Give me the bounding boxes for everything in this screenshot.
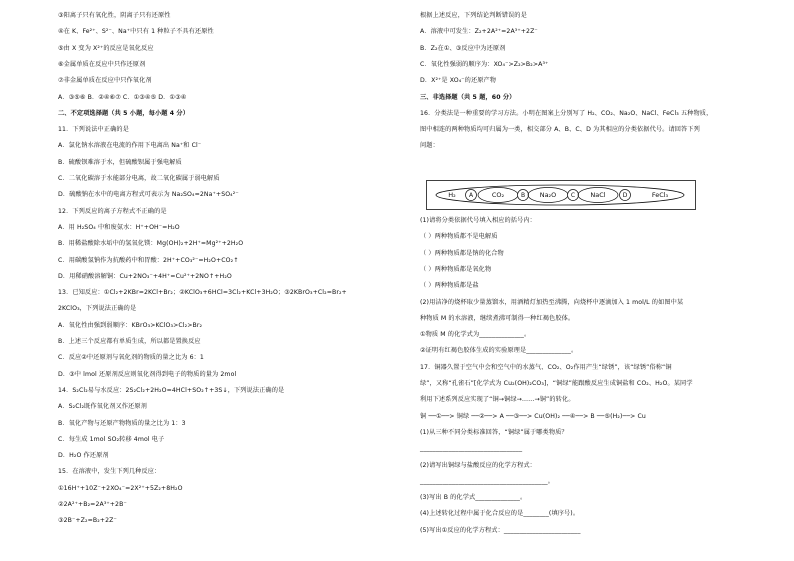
right-column-bottom-line: （ ）两种物质都是钠的化合物	[420, 249, 504, 257]
right-column-bottom-line: ①物质 M 的化学式为______________。	[420, 331, 531, 339]
right-column-top-line: A．溶液中可发生：Z₂+2A²⁺=2A³⁺+2Z⁻	[420, 28, 538, 36]
left-column-line: A．S₂Cl₂既作氧化剂又作还原剂	[58, 403, 147, 411]
classification-diagram	[426, 180, 696, 210]
left-column-line: D．硫酸钠在水中的电离方程式可表示为 Na₂SO₄=2Na⁺+SO₄²⁻	[58, 191, 239, 199]
right-column-top-line: 三、非选择题（共 5 题，60 分）	[420, 93, 516, 101]
left-column-line: B．硫酸钡难溶于水，但硫酸钡属于强电解质	[58, 158, 182, 166]
left-column-line: C．反应②中还原剂与氧化剂的物质的量之比为 6：1	[58, 354, 204, 362]
right-column-bottom-line: ________________________________________。	[420, 477, 555, 485]
left-column-line: C．二氧化碳溶于水能部分电离，故二氧化碳属于弱电解质	[58, 175, 220, 182]
left-column-line: ⑤由 X 变为 X²⁺的反应是氧化反应	[58, 44, 154, 52]
right-column-top-line: D．X²⁺是 XO₄⁻的还原产物	[420, 77, 497, 85]
right-column-top-line: 根据上述反应，下列结论判断错误的是	[420, 12, 527, 19]
left-column-line: ③阳离子只有氧化性，阴离子只有还原性	[58, 12, 171, 19]
left-column-line: 15．在溶液中，发生下列几种反应：	[58, 468, 161, 476]
left-column-line: ⑦非金属单质在反应中只作氧化剂	[58, 77, 152, 85]
right-column-top-line: 16．分类法是一种重要的学习方法。小明在图案上分别写了 H₂、CO₂、Na₂O、NaCl、FeCl₃ 五种物质，	[420, 109, 713, 117]
diagram-label: C	[570, 192, 576, 200]
right-column-bottom-line: （ ）两种物质都不是电解质	[420, 233, 498, 241]
left-column-line: C．每生成 1mol SO₂转移 4mol 电子	[58, 435, 165, 443]
right-column-bottom-line: (4)上述转化过程中属于化合反应的是________(填序号)。	[420, 510, 580, 518]
left-column-line: D．③中 lmol 还原剂反应则氧化剂得到电子的物质的量为 2mol	[58, 370, 237, 378]
left-column-line: A．③⑤⑥ B．②④⑥⑦ C．①③④⑤ D．①③④	[58, 93, 187, 101]
right-column-bottom-line: (3)写出 B 的化学式______________。	[420, 494, 527, 502]
left-column-line: ⑥金属单质在反应中只作还原剂	[58, 60, 146, 68]
left-column-line: 11．下列说法中正确的是	[58, 126, 129, 134]
right-column-bottom-line: 利用下述系列反应实现了“铜→铜绿→……→铜”的转化。	[420, 396, 575, 404]
left-column-line: ④在 K、Fe²⁺、S²⁻、Na⁺中只有 1 种粒子不具有还原性	[58, 28, 214, 36]
right-column-bottom-line: (2)请写出铜绿与盐酸反应的化学方程式：	[420, 461, 536, 469]
right-column-bottom-line: 铜 ──①──> 铜绿 ──②──> A ──③──> Cu(OH)₂ ──④──> B ──⑤(H₂)──> Cu	[420, 412, 646, 420]
diagram-label: A	[468, 192, 474, 200]
right-column-bottom-line: 种物质 M 的水溶液，继续煮沸可制得一种红褐色胶体。	[420, 314, 575, 322]
left-column-line: 13．已知反应：①Cl₂+2KBr=2KCl+Br₂；②KClO₃+6HCl=3Cl₂+KCl+3H₂O；③2KBrO₃+Cl₂=Br₂+	[58, 289, 347, 297]
diagram-substance: H₂	[448, 191, 456, 200]
diagram-substance: FeCl₃	[651, 191, 669, 200]
right-column-bottom-line: (1)从三种不同分类标准回答，“铜绿”属于哪类物质？	[420, 428, 568, 436]
left-column-line: D．H₂O 作还原剂	[58, 452, 109, 460]
diagram-substance: Na₂O	[539, 191, 557, 200]
left-column-line: A．氧化性由强到弱顺序：KBrO₃>KClO₃>Cl₂>Br₂	[58, 321, 203, 329]
left-column-line: B．上述三个反应都有单质生成，所以都是置换反应	[58, 338, 201, 345]
left-column-line: B．氧化产物与还原产物物质的量之比为 1：3	[58, 419, 186, 427]
left-column-line: D．用稀硝酸溶解铜：Cu+2NO₃⁻+4H⁺=Cu²⁺+2NO↑+H₂O	[58, 272, 232, 280]
left-column-line: ③2B⁻+Z₂=B₂+2Z⁻	[58, 517, 117, 525]
left-column-line: 12．下列反应的离子方程式不正确的是	[58, 207, 167, 215]
right-column-bottom-line: ②证明有红褐色胶体生成的实验原理是______________。	[420, 347, 578, 355]
right-column-bottom-line: （ ）两种物质都是氧化物	[420, 265, 492, 273]
right-column-bottom-line: (2)用洁净的烧杯取少量蒸馏水，用酒精灯加热至沸腾，向烧杯中逐滴加入 1 mol/L 的如图中某	[420, 298, 684, 306]
right-column-top-line: B．Z₂在①、③反应中为还原剂	[420, 44, 506, 52]
diagram-substance: CO₂	[491, 191, 505, 200]
right-column-bottom-line: （ ）两种物质都是盐	[420, 282, 479, 290]
left-column-line: ②2A²⁺+B₂=2A³⁺+2B⁻	[58, 501, 127, 508]
left-column-line: A．氯化钠水溶液在电流的作用下电离出 Na⁺和 Cl⁻	[58, 142, 202, 150]
left-column-line: 14．S₂Cl₂易与水反应：2S₂Cl₂+2H₂O=4HCl+SO₂↑+3S↓，下列说法正确的是	[58, 386, 285, 394]
left-column-line: 2KClO₃，下列说法正确的是	[58, 305, 137, 313]
right-column-top-line: C．氧化性强弱的顺序为：XO₄⁻>Z₂>B₂>A³⁺	[420, 60, 549, 68]
left-column-line: 二、不定项选择题（共 5 小题，每小题 4 分）	[58, 109, 190, 117]
diagram-substance: NaCl	[590, 191, 606, 200]
left-column-line: C．用碳酸氢钠作为抗酸药中和胃酸：2H⁺+CO₃²⁻=H₂O+CO₂↑	[58, 256, 239, 264]
right-column-bottom-line: 17．铜器久置于空气中会和空气中的水蒸气、CO₂、O₂作用产生“绿锈”，该“绿锈”俗称“铜	[420, 363, 672, 371]
right-column-bottom-line: 绿”，又称“孔雀石”[化学式为 Cu₂(OH)₂CO₃]，“铜绿”能跟酸反应生成铜盐和 CO₂、H₂O。某同学	[420, 380, 693, 387]
right-column-top-line: 问题：	[420, 142, 439, 150]
diagram-label: D	[622, 192, 628, 200]
right-column-top-line: 图中相连的两种物质均可归属为一类，相交部分 A、B、C、D 为其相应的分类依据代号。请回答下列	[420, 126, 700, 134]
right-column-bottom-line: ________________________________	[420, 445, 523, 453]
right-column-bottom-line: (5)写出①反应的化学方程式：________________________	[420, 526, 581, 534]
diagram-label: B	[520, 192, 526, 200]
right-column-bottom-line: (1)请将分类依据代号填入相应的括号内：	[420, 217, 536, 224]
left-column-line: ①16H⁺+10Z⁻+2XO₄⁻=2X²⁺+5Z₂+8H₂O	[58, 484, 183, 492]
left-column-line: B．用稀盐酸除水垢中的氢氧化镁：Mg(OH)₂+2H⁺=Mg²⁺+2H₂O	[58, 240, 244, 248]
left-column-line: A．用 H₂SO₄ 中和废氨水：H⁺+OH⁻=H₂O	[58, 223, 180, 231]
